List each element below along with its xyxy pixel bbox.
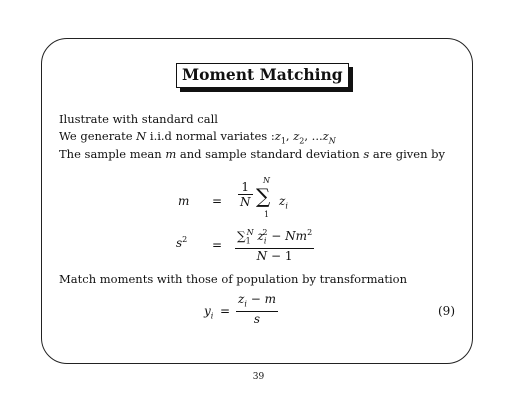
text-line-4: Match moments with those of population by transformation — [59, 272, 407, 286]
text-line-2: We generate N i.i.d normal variates $:z_1$, $z_2$, $...z_N$ — [59, 129, 336, 146]
slide-title-box — [176, 63, 349, 88]
equation-number: (9) — [438, 304, 455, 318]
page-number: 39 — [252, 372, 265, 382]
text-line-3: The sample mean m and sample standard deviation s are given by — [59, 147, 445, 161]
text-line-1: Ilustrate with standard call — [59, 112, 218, 126]
slide-title: Moment Matching — [176, 63, 349, 88]
